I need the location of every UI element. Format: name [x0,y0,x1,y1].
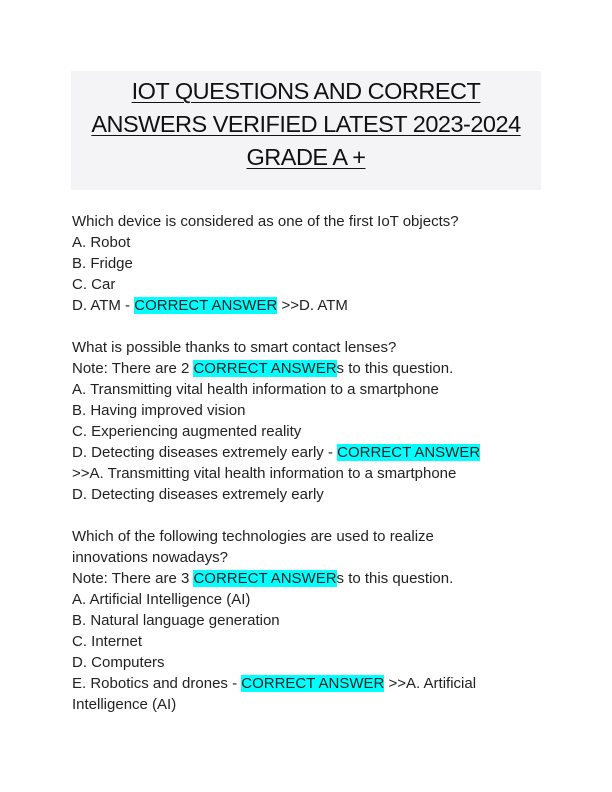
correct-answer-highlight: CORRECT ANSWER [193,360,337,377]
answer-option: D. Computers [72,654,165,671]
correct-answer-text: >>A. Transmitting vital health information to a smartphone [72,465,457,482]
document-title-line-2: ANSWERS VERIFIED LATEST 2023-2024 [91,111,521,137]
question-block-3 [72,526,542,715]
correct-answer-line [72,295,542,316]
note-prefix: Note: There are 2 [72,360,194,377]
answer-option-prefix: D. ATM - [72,297,135,314]
question-text: Which device is considered as one of the first IoT objects? [72,213,459,230]
question-note [72,358,542,379]
answer-option-prefix: D. Detecting diseases extremely early - [72,444,338,461]
correct-answer-text: >>D. ATM [277,297,348,314]
question-list [72,211,542,715]
correct-answer-line [72,673,542,694]
note-prefix: Note: There are 3 [72,570,194,587]
correct-answer-line [72,442,542,463]
question-block-1 [72,211,542,316]
correct-answer-highlight: CORRECT ANSWER [241,675,385,692]
correct-answer-highlight: CORRECT ANSWER [193,570,337,587]
question-text: innovations nowadays? [72,549,228,566]
question-note [72,568,542,589]
question-text: Which of the following technologies are used to realize [72,528,434,545]
question-spacer [72,316,542,337]
question-block-2 [72,337,542,505]
answer-option: C. Car [72,276,116,293]
question-spacer [72,505,542,526]
answer-option: A. Robot [72,234,131,251]
correct-answer-text: Intelligence (AI) [72,696,177,713]
correct-answer-text: >>A. Artificial [384,675,477,692]
answer-option: B. Fridge [72,255,133,272]
document-title-line-3: GRADE A + [246,144,366,170]
correct-answer-text: D. Detecting diseases extremely early [72,486,324,503]
answer-option: B. Natural language generation [72,612,280,629]
answer-option: C. Experiencing augmented reality [72,423,302,440]
answer-option: A. Artificial Intelligence (AI) [72,591,251,608]
document-title-line-1: IOT QUESTIONS AND CORRECT [131,78,481,104]
correct-answer-highlight: CORRECT ANSWER [134,297,278,314]
note-suffix: s to this question. [336,360,454,377]
question-text: What is possible thanks to smart contact lenses? [72,339,397,356]
note-suffix: s to this question. [336,570,454,587]
answer-option-prefix: E. Robotics and drones - [72,675,242,692]
title-box [71,71,541,190]
answer-option: B. Having improved vision [72,402,246,419]
correct-answer-highlight: CORRECT ANSWER [337,444,481,461]
answer-option: A. Transmitting vital health information to a smartphone [72,381,439,398]
answer-option: C. Internet [72,633,143,650]
